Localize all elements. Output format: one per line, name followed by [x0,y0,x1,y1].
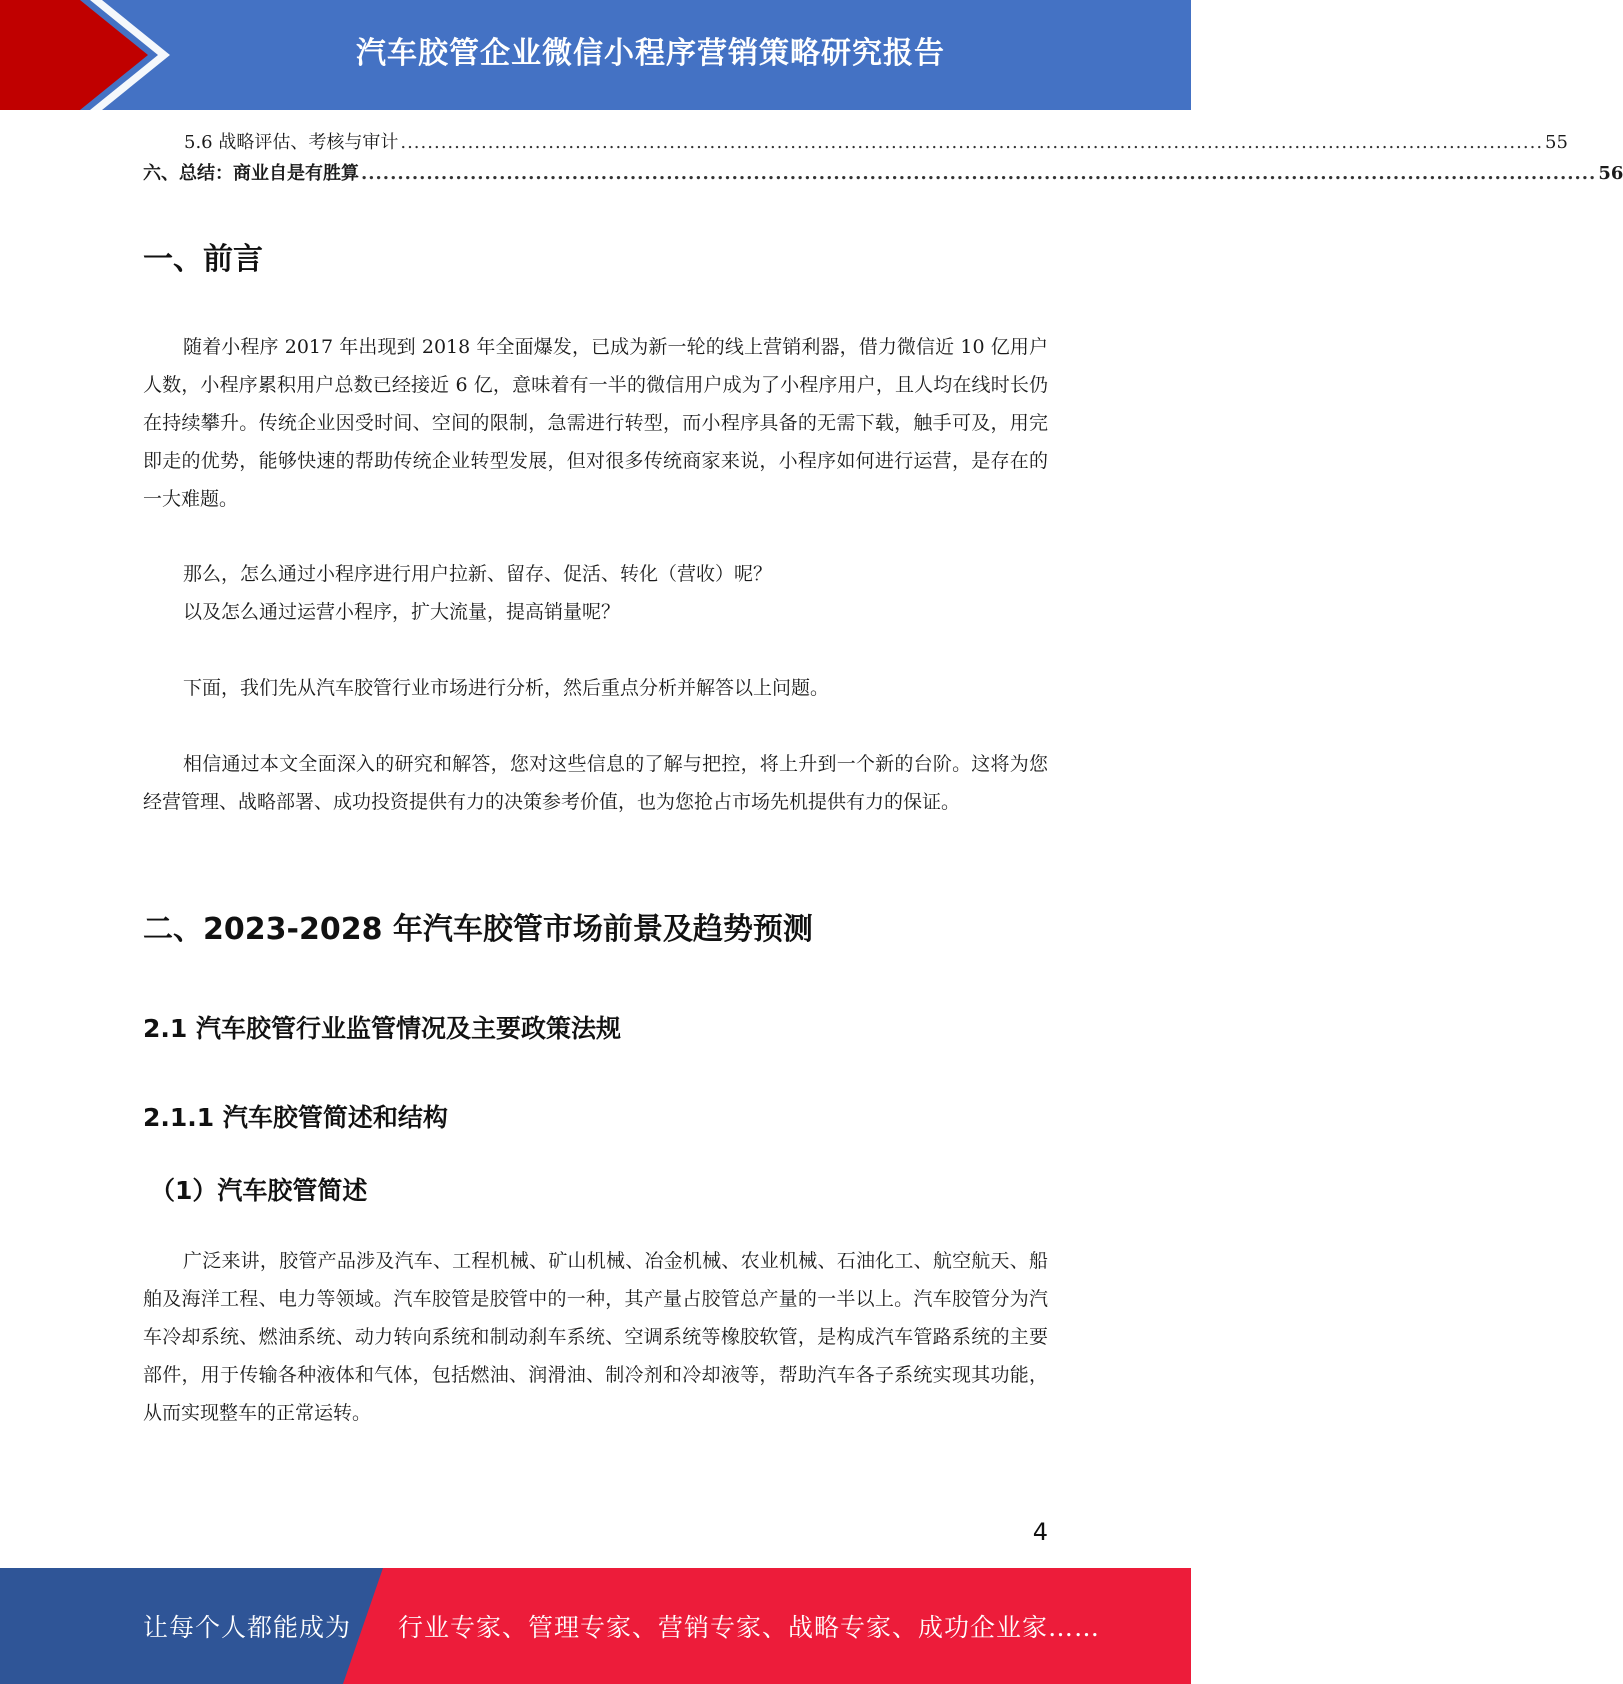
toc-leader-dots: .......................................................................................................................................................................... [361,163,1597,184]
subsection-heading-overview: 2.1.1 汽车胶管简述和结构 [143,1103,448,1132]
toc-entry[interactable] [143,160,1623,188]
toc-entry-page: 56 [1598,163,1623,184]
toc-entry-label: 六、总结：商业自是有胜算 [143,163,359,184]
preface-paragraph-4: 相信通过本文全面深入的研究和解答，您对这些信息的了解与把控，将上升到一个新的台阶。这将为您经营管理、战略部署、成功投资提供有力的决策参考价值，也为您抢占市场先机提供有力的保证。 [143,753,1048,813]
page-header [0,0,1191,110]
toc-entry[interactable] [184,129,1568,157]
footer-slogan-left: 让每个人都能成为 [143,1613,352,1642]
page-footer [0,1568,1191,1684]
toc-entry-label: 5.6 战略评估、考核与审计 [184,132,399,153]
section-heading-market: 二、2023-2028 年汽车胶管市场前景及趋势预测 [143,912,813,947]
preface-question-1: 那么，怎么通过小程序进行用户拉新、留存、促活、转化（营收）呢？ [183,563,773,585]
page-number: 4 [1032,1518,1048,1546]
footer-slogan-right: 行业专家、管理专家、营销专家、战略专家、成功企业家…… [398,1613,1101,1642]
preface-paragraph-3: 下面，我们先从汽车胶管行业市场进行分析，然后重点分析并解答以上问题。 [183,677,830,699]
subsection-heading-regulation: 2.1 汽车胶管行业监管情况及主要政策法规 [143,1014,621,1043]
report-title: 汽车胶管企业微信小程序营销策略研究报告 [356,36,945,71]
preface-question-2: 以及怎么通过运营小程序，扩大流量，提高销量呢？ [183,601,621,623]
preface-paragraph-1: 随着小程序 2017 年出现到 2018 年全面爆发，已成为新一轮的线上营销利器，借力微信近 10 亿用户人数，小程序累积用户总数已经接近 6 亿，意味着有一半的微信用户成为了小程序用户，且人均在线时长仍在持续攀升。传统企业因受时间、空间的限制，急需进行转型，而小程序具备的无需下载，触手可及，用完即走的优势，能够快速的帮助传统企业转型发展，但对很多传统商家来说，小程序如何进行运营，是存在的一大难题。 [143,336,1048,510]
subsection-heading-hose-overview: （1）汽车胶管简述 [150,1176,368,1205]
toc-leader-dots: .......................................................................................................................................................................... [400,132,1544,153]
overview-paragraph: 广泛来讲，胶管产品涉及汽车、工程机械、矿山机械、冶金机械、农业机械、石油化工、航空航天、船舶及海洋工程、电力等领域。汽车胶管是胶管中的一种，其产量占胶管总产量的一半以上。汽车胶管分为汽车冷却系统、燃油系统、动力转向系统和制动刹车系统、空调系统等橡胶软管，是构成汽车管路系统的主要部件，用于传输各种液体和气体，包括燃油、润滑油、制冷剂和冷却液等，帮助汽车各子系统实现其功能，从而实现整车的正常运转。 [143,1250,1048,1424]
toc-entry-page: 55 [1545,132,1568,153]
section-heading-preface: 一、前言 [143,242,263,277]
